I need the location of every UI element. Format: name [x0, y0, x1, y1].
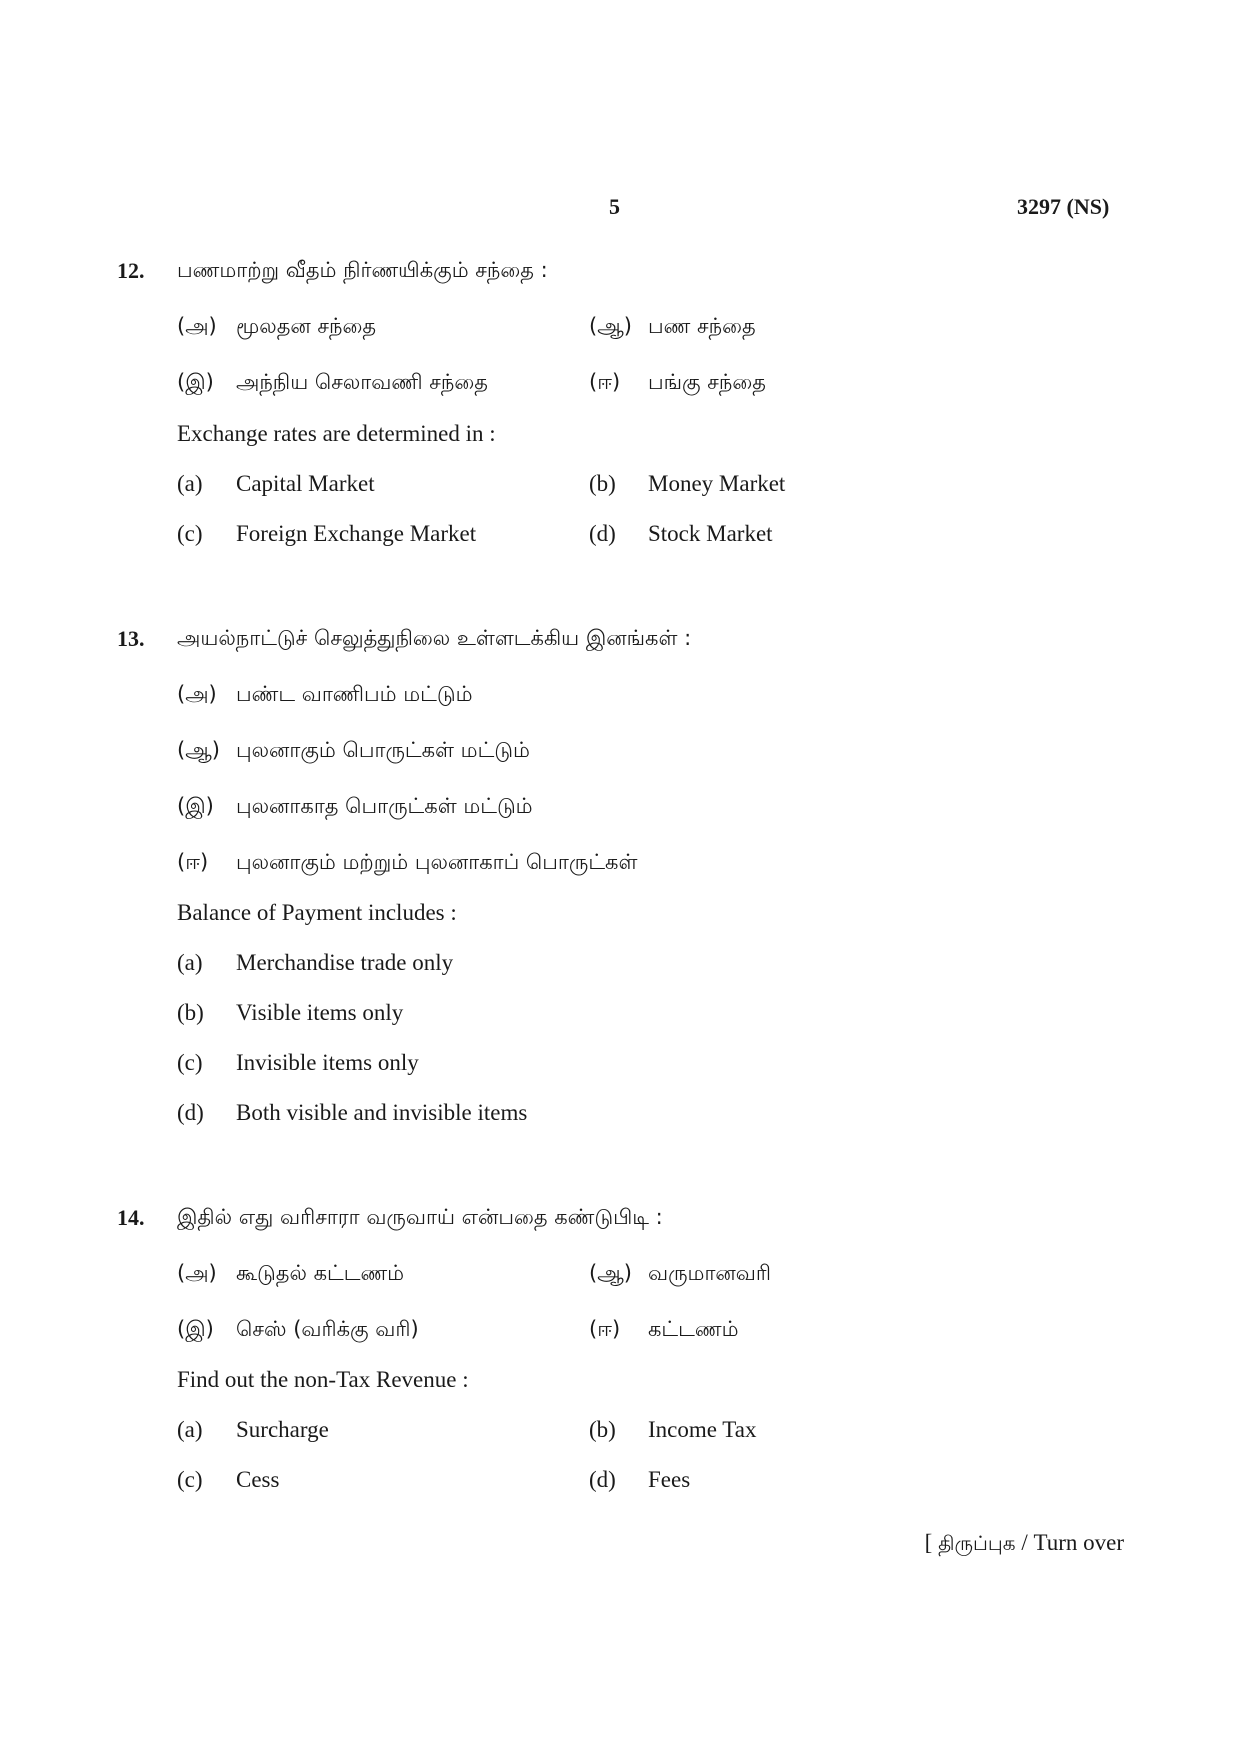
tamil-question: பணமாற்று வீதம் நிர்ணயிக்கும் சந்தை : — [177, 258, 548, 282]
tamil-option-label: (ஆ) — [177, 738, 220, 762]
english-option-label: (c) — [177, 1050, 203, 1075]
tamil-option-label: (ஆ) — [589, 1261, 632, 1285]
tamil-option-label: (இ) — [177, 794, 214, 818]
english-option-text: Stock Market — [648, 521, 773, 546]
tamil-option-text: பண்ட வாணிபம் மட்டும் — [236, 682, 473, 706]
english-option-text: Capital Market — [236, 471, 375, 496]
english-option-text: Money Market — [648, 471, 786, 496]
english-option-text: Fees — [648, 1467, 691, 1492]
tamil-option-text: புலனாகும் பொருட்கள் மட்டும் — [236, 738, 530, 762]
question-number: 14. — [117, 1205, 145, 1230]
question-number: 12. — [117, 258, 145, 283]
english-option-label: (d) — [589, 521, 616, 546]
english-option-label: (a) — [177, 471, 203, 496]
tamil-option-label: (இ) — [177, 370, 214, 394]
tamil-question: அயல்நாட்டுச் செலுத்துநிலை உள்ளடக்கிய இனங்கள் : — [177, 626, 692, 650]
english-option-label: (a) — [177, 950, 203, 975]
english-option-label: (b) — [589, 1417, 616, 1442]
footer-bracket: [ — [924, 1530, 933, 1555]
tamil-option-text: பங்கு சந்தை — [648, 370, 766, 394]
tamil-option-text: கூடுதல் கட்டணம் — [236, 1261, 405, 1285]
english-option-label: (b) — [589, 471, 616, 496]
english-option-label: (c) — [177, 521, 203, 546]
tamil-option-label: (ஈ) — [177, 850, 209, 874]
english-option-text: Both visible and invisible items — [236, 1100, 528, 1125]
footer-english: Turn over — [1033, 1530, 1124, 1555]
tamil-option-text: வருமானவரி — [648, 1261, 772, 1285]
turn-over-note — [925, 1530, 1124, 1558]
tamil-option-label: (இ) — [177, 1317, 214, 1341]
tamil-option-text: புலனாகாத பொருட்கள் மட்டும் — [236, 794, 533, 818]
tamil-option-text: மூலதன சந்தை — [236, 314, 377, 338]
english-option-label: (d) — [589, 1467, 616, 1492]
english-option-label: (c) — [177, 1467, 203, 1492]
tamil-question: இதில் எது வரிசாரா வருவாய் என்பதை கண்டுபிடி : — [177, 1205, 663, 1229]
english-option-text: Invisible items only — [236, 1050, 419, 1075]
tamil-option-text: பண சந்தை — [648, 314, 756, 338]
tamil-option-label: (ஈ) — [589, 370, 621, 394]
english-option-text: Cess — [236, 1467, 280, 1492]
tamil-option-text: கட்டணம் — [648, 1317, 739, 1341]
tamil-option-label: (ஈ) — [589, 1317, 621, 1341]
english-option-label: (a) — [177, 1417, 203, 1442]
english-question: Exchange rates are determined in : — [177, 421, 496, 446]
tamil-option-label: (அ) — [177, 1261, 217, 1285]
english-option-text: Merchandise trade only — [236, 950, 454, 975]
english-option-text: Foreign Exchange Market — [236, 521, 477, 546]
english-option-label: (b) — [177, 1000, 204, 1025]
english-option-text: Income Tax — [648, 1417, 757, 1442]
footer-tamil: திருப்புக — [938, 1531, 1016, 1555]
paper-code: 3297 (NS) — [1017, 194, 1110, 219]
page-number: 5 — [609, 194, 620, 219]
english-question: Balance of Payment includes : — [177, 900, 457, 925]
tamil-option-label: (அ) — [177, 682, 217, 706]
tamil-option-text: அந்நிய செலாவணி சந்தை — [236, 370, 488, 394]
english-option-label: (d) — [177, 1100, 204, 1125]
tamil-option-text: செஸ் (வரிக்கு வரி) — [236, 1317, 419, 1341]
english-option-text: Surcharge — [236, 1417, 329, 1442]
tamil-option-text: புலனாகும் மற்றும் புலனாகாப் பொருட்கள் — [236, 850, 638, 874]
footer-separator: / — [1021, 1530, 1028, 1555]
english-question: Find out the non-Tax Revenue : — [177, 1367, 469, 1392]
tamil-option-label: (ஆ) — [589, 314, 632, 338]
question-number: 13. — [117, 626, 145, 651]
tamil-option-label: (அ) — [177, 314, 217, 338]
english-option-text: Visible items only — [236, 1000, 404, 1025]
